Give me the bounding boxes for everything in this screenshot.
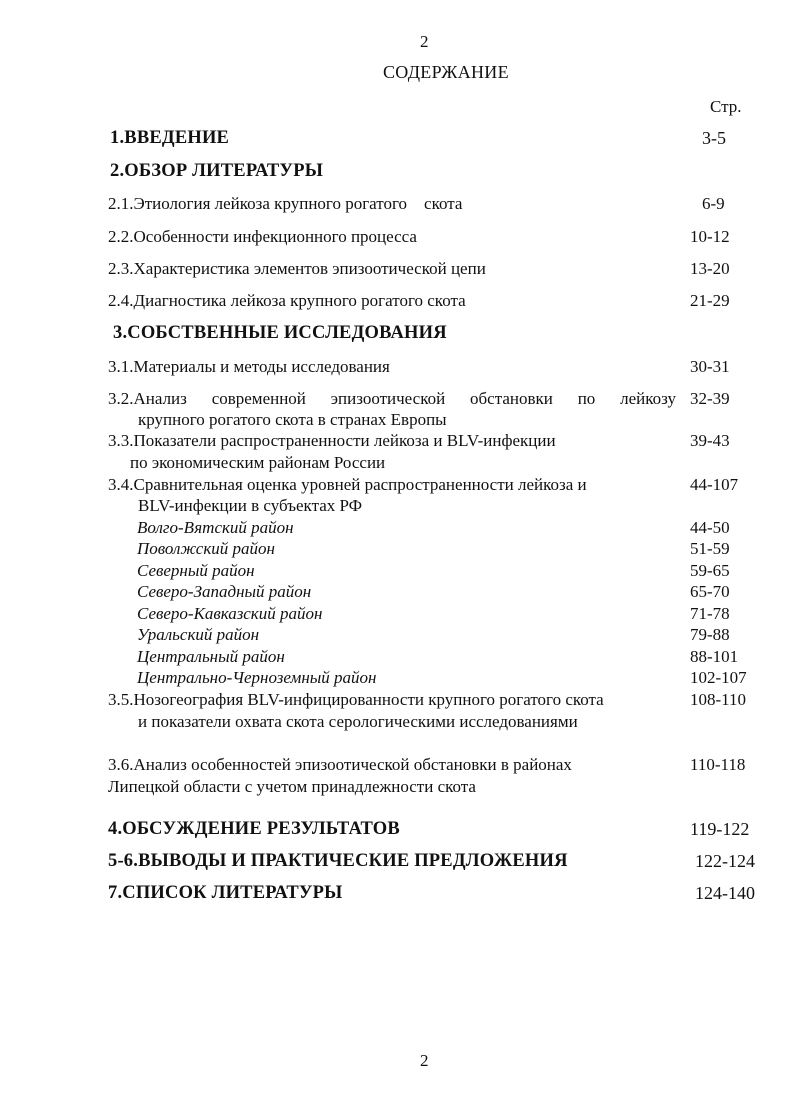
toc-region-title: Северо-Кавказский район bbox=[137, 604, 323, 623]
toc-region-title: Уральский район bbox=[137, 625, 260, 644]
toc-entry-pages: 13-20 bbox=[690, 259, 730, 278]
page-number-top: 2 bbox=[420, 32, 429, 51]
toc-entry-title-continued: по экономическим районам России bbox=[130, 453, 386, 472]
toc-entry-title: 5-6.ВЫВОДЫ И ПРАКТИЧЕСКИЕ ПРЕДЛОЖЕНИЯ bbox=[108, 851, 568, 871]
toc-entry-pages: 88-101 bbox=[690, 647, 739, 666]
toc-entry-pages: 110-118 bbox=[690, 755, 746, 774]
toc-entry-pages: 10-12 bbox=[690, 227, 730, 246]
toc-entry-title: 1.ВВЕДЕНИЕ bbox=[110, 128, 230, 148]
toc-region-title: Центрально-Черноземный район bbox=[137, 668, 377, 687]
page-number-bottom: 2 bbox=[420, 1051, 429, 1070]
toc-entry-pages: 6-9 bbox=[702, 194, 725, 213]
toc-entry-title: 4.ОБСУЖДЕНИЕ РЕЗУЛЬТАТОВ bbox=[108, 819, 400, 839]
toc-entry-pages: 21-29 bbox=[690, 291, 730, 310]
toc-entry-title: 3.СОБСТВЕННЫЕ ИССЛЕДОВАНИЯ bbox=[113, 323, 447, 343]
toc-entry-pages: 32-39 bbox=[690, 389, 730, 408]
toc-entry-pages: 44-107 bbox=[690, 475, 739, 494]
toc-region-title: Поволжский район bbox=[137, 539, 275, 558]
toc-entry-pages: 119-122 bbox=[690, 819, 750, 839]
toc-entry-pages: 102-107 bbox=[690, 668, 747, 687]
toc-entry-title: 7.СПИСОК ЛИТЕРАТУРЫ bbox=[108, 883, 343, 903]
toc-entry-pages: 79-88 bbox=[690, 625, 730, 644]
toc-entry-title: 3.1.Материалы и методы исследования bbox=[108, 357, 390, 376]
toc-entry-pages: 124-140 bbox=[695, 883, 755, 903]
toc-entry-title: 2.2.Особенности инфекционного процесса bbox=[108, 227, 417, 246]
toc-entry-title-continued: BLV-инфекции в субъектах РФ bbox=[138, 496, 363, 515]
toc-entry-pages: 44-50 bbox=[690, 518, 730, 537]
toc-region-title: Северо-Западный район bbox=[137, 582, 312, 601]
page-title: СОДЕРЖАНИЕ bbox=[383, 62, 509, 82]
toc-entry-pages: 39-43 bbox=[690, 431, 730, 450]
toc-entry-title: 2.4.Диагностика лейкоза крупного рогатого скота bbox=[108, 291, 466, 310]
toc-entry-title: 3.6.Анализ особенностей эпизоотической обстановки в районах bbox=[108, 755, 572, 774]
toc-entry-title: 2.3.Характеристика элементов эпизоотической цепи bbox=[108, 259, 486, 278]
toc-region-title: Центральный район bbox=[137, 647, 285, 666]
toc-entry-title: 3.3.Показатели распространенности лейкоза и BLV-инфекции bbox=[108, 431, 556, 450]
toc-entry-pages: 3-5 bbox=[702, 128, 726, 148]
toc-entry-pages: 59-65 bbox=[690, 561, 730, 580]
toc-entry-title: 3.5.Нозогеография BLV-инфицированности крупного рогатого скота bbox=[108, 690, 604, 709]
toc-entry-title: 3.2.Анализ современной эпизоотической обстановки по лейкозу bbox=[108, 389, 676, 408]
toc-entry-title-continued: и показатели охвата скота серологическими исследованиями bbox=[138, 712, 578, 731]
toc-region-title: Волго-Вятский район bbox=[137, 518, 294, 537]
toc-entry-pages: 108-110 bbox=[690, 690, 747, 709]
toc-region-title: Северный район bbox=[137, 561, 255, 580]
toc-entry-pages: 30-31 bbox=[690, 357, 730, 376]
toc-entry-pages: 122-124 bbox=[695, 851, 755, 871]
toc-entry-title-continued: Липецкой области с учетом принадлежности скота bbox=[108, 777, 476, 796]
toc-entry-title: 2.1.Этиология лейкоза крупного рогатого скота bbox=[108, 194, 463, 213]
toc-entry-title-continued: крупного рогатого скота в странах Европы bbox=[138, 410, 447, 429]
page-column-header: Стр. bbox=[710, 97, 742, 116]
toc-entry-pages: 71-78 bbox=[690, 604, 730, 623]
toc-entry-pages: 65-70 bbox=[690, 582, 730, 601]
toc-entry-pages: 51-59 bbox=[690, 539, 730, 558]
toc-entry-title: 2.ОБЗОР ЛИТЕРАТУРЫ bbox=[110, 161, 324, 181]
toc-entry-title: 3.4.Сравнительная оценка уровней распространенности лейкоза и bbox=[108, 475, 587, 494]
